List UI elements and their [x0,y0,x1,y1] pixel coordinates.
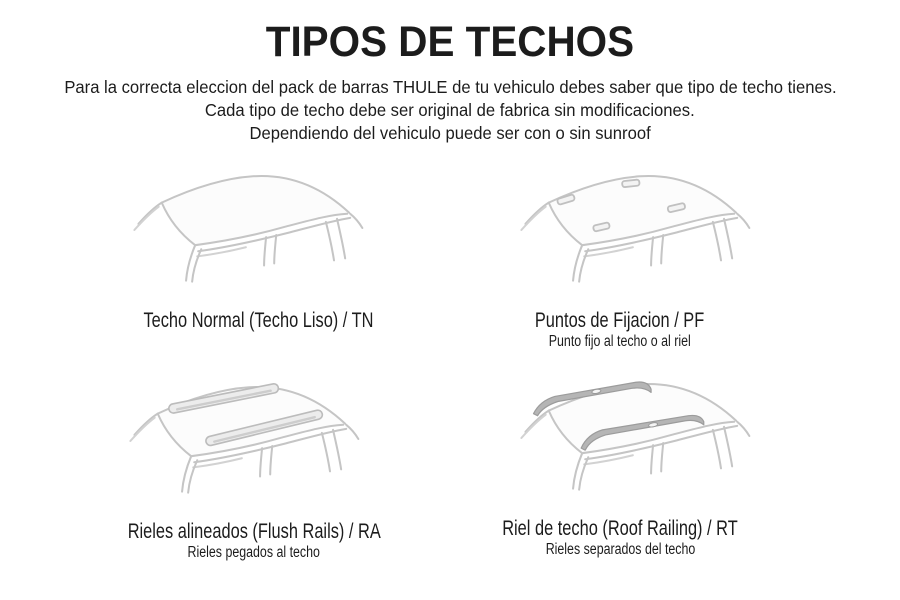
intro-line-2: Cada tipo de techo debe ser original de fabrica sin modificaciones. [205,100,695,120]
raised-rails-roof-illustration [480,363,810,515]
roof-type-label-rt: Riel de techo (Roof Railing) / RT [502,517,738,540]
roof-type-label-pf: Puntos de Fijacion / PF [535,309,705,332]
plain-roof-icon [93,155,423,307]
roof-type-card-rt [450,363,790,559]
flush-rails-roof-icon [89,366,419,518]
roof-type-card-tn [88,155,428,333]
raised-rails-roof-icon [480,363,810,515]
flush-rails-roof-illustration [89,366,419,518]
intro-line-3: Dependiendo del vehiculo puede ser con o sin sunroof [249,123,651,143]
page-title-text: TIPOS DE TECHOS [265,18,635,66]
roof-type-label-tn: Techo Normal (Techo Liso) / TN [142,309,373,332]
roof-type-card-pf [450,155,790,351]
roof-type-sublabel-pf: Punto fijo al techo o al riel [549,333,691,350]
roof-type-sublabel-ra: Rieles pegados al techo [187,544,321,561]
intro-paragraph [0,76,900,145]
roof-type-sublabel-rt: Rieles separados del techo [545,541,695,558]
intro-line-1: Para la correcta eleccion del pack de barras THULE de tu vehiculo debes saber que tipo de techo tienes. [63,77,837,97]
plain-roof-illustration [93,155,423,307]
page-title [0,18,900,66]
roof-type-label-ra: Rieles alineados (Flush Rails) / RA [127,520,381,543]
fixpoint-roof-icon [480,155,810,307]
fixpoint-roof-illustration [480,155,810,307]
roof-type-card-ra [84,366,424,562]
